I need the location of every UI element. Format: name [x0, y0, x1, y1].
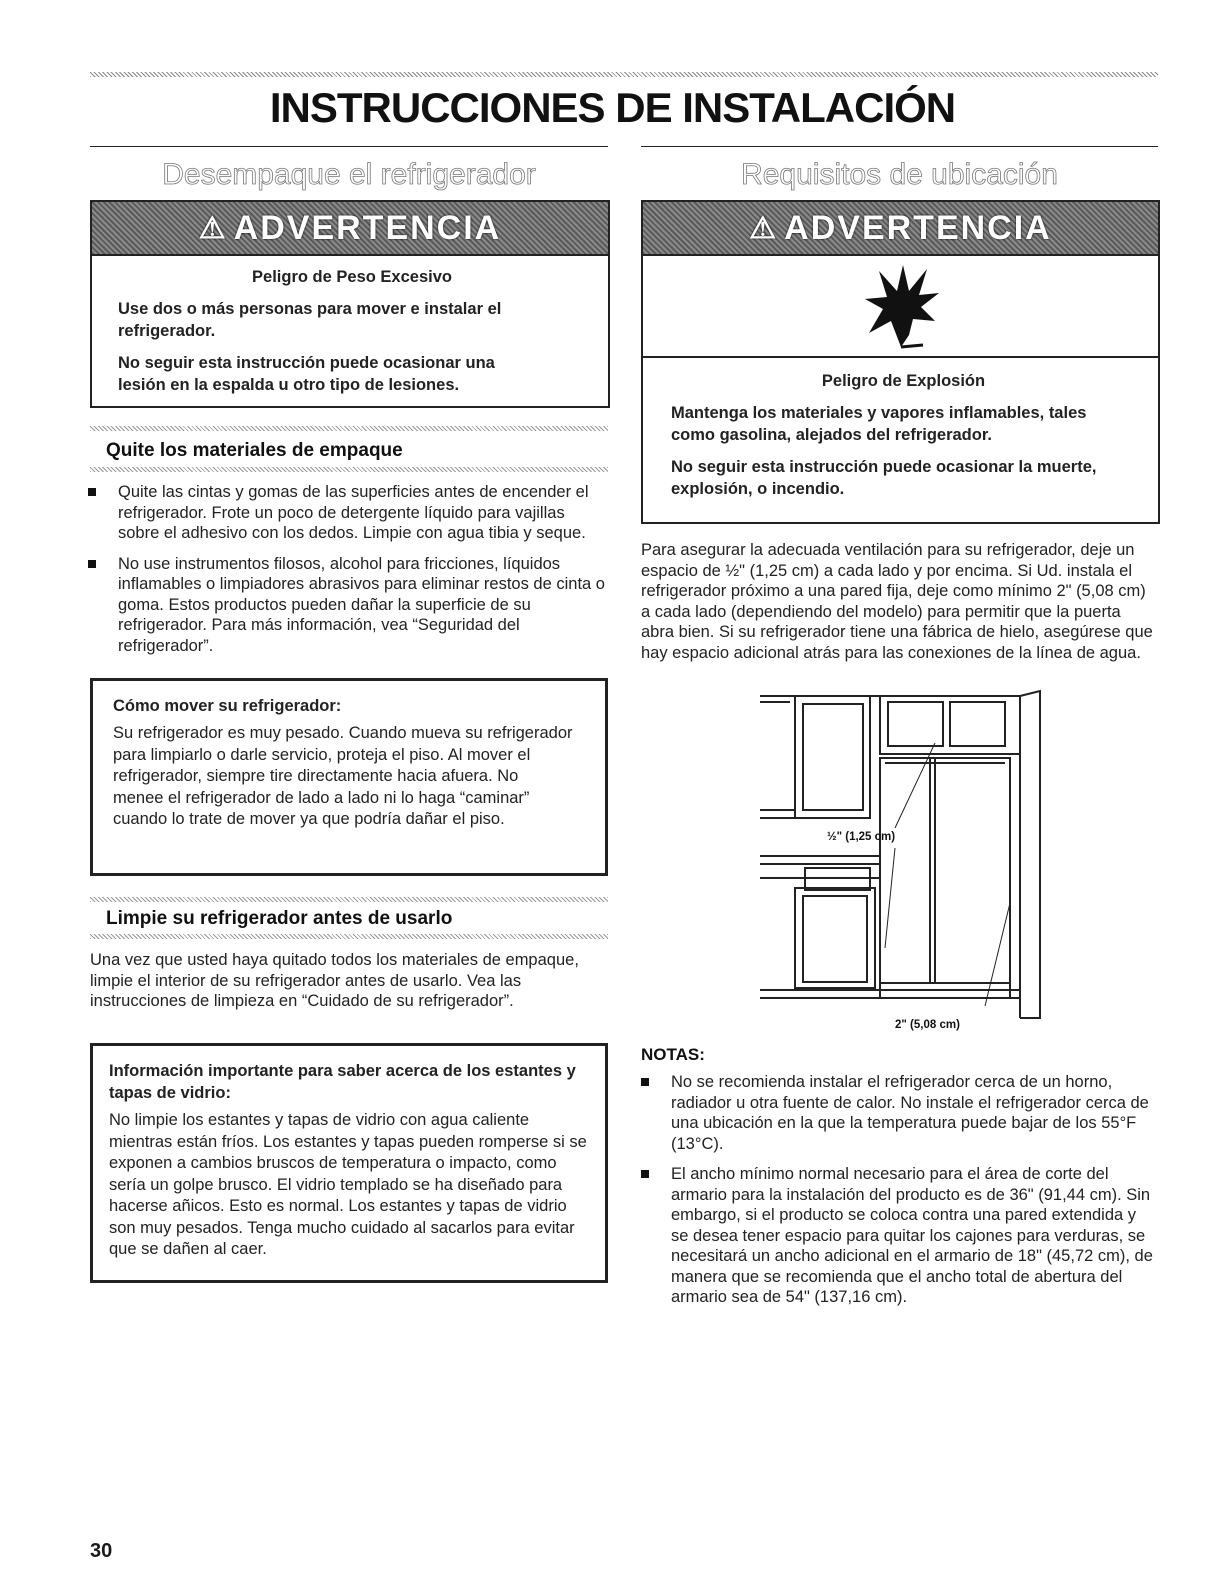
top-hatch-rule: [90, 72, 1158, 77]
warning-consequence: No seguir esta instrucción puede ocasionar la muerte, explosión, o incendio.: [671, 458, 1097, 498]
warning-instruction: Use dos o más personas para mover e instalar el refrigerador.: [118, 300, 502, 340]
warning-body: [92, 256, 608, 396]
warning-instruction: Mantenga los materiales y vapores inflamables, tales como gasolina, alejados del refrigerador.: [671, 404, 1087, 444]
notes-list: [641, 1072, 1158, 1318]
list-item: Quite las cintas y gomas de las superficies antes de encender el refrigerador. Frote un poco de detergente líquido para vajillas sobre el adhesivo con los dedos. Limpie con agua tibia y seque.: [88, 482, 608, 544]
left-column-rule: [90, 146, 608, 147]
explosion-icon-area: [643, 256, 1158, 358]
warning-banner: [92, 202, 608, 256]
cleaning-title: Limpie su refrigerador antes de usarlo: [106, 908, 453, 929]
installation-clearance-diagram: [755, 688, 1055, 1033]
right-column-rule: [641, 146, 1158, 147]
explosion-warning-box: [641, 200, 1160, 524]
list-item: El ancho mínimo normal necesario para el área de corte del armario para la instalación del producto es de 36" (91,44 cm). Sin embargo, si el producto se coloca contra una pared extendida y se desea tener espacio para quitar los cajones para verduras, se necesitará un ancho adicional en el armario de 18" (45,72 cm), de manera que se recomienda que el ancho total de abertura del armario sea de 54" (137,16 cm).: [641, 1164, 1158, 1308]
half-inch-clearance-label: ½" (1,25 cm): [827, 831, 896, 843]
page-number: 30: [90, 1540, 113, 1562]
ventilation-intro: Para asegurar la adecuada ventilación para su refrigerador, deje un espacio de ½" (1,25 cm) a cada lado y por encima. Si Ud. instala el refrigerador próximo a una pared fija, deje como mínimo 2" (5,08 cm) a cada lado (dependiendo del modelo) para permitir que la puerta abra bien. Si su refrigerador tiene una fábrica de hielo, asegúrese que hay espacio adicional atrás para las conexiones de la línea de agua.: [641, 541, 1153, 662]
glass-info-box: [90, 1043, 608, 1283]
two-inch-clearance-label: 2" (5,08 cm): [895, 1019, 960, 1031]
warning-triangle-icon: ⚠: [749, 211, 779, 245]
cleaning-text: Una vez que usted haya quitado todos los materiales de empaque, limpie el interior de su refrigerador antes de usarlo. Vea las instrucciones de limpieza en “Cuidado de su refrigerador”.: [90, 951, 579, 1010]
notes-title: NOTAS:: [641, 1045, 705, 1064]
hatch-rule: [90, 897, 608, 902]
list-item: No use instrumentos filosos, alcohol para fricciones, líquidos inflamables o limpiadores abrasivos para eliminar restos de cinta o goma. Estos productos pueden dañar la superficie de su refrigerador. Para más información, vea “Seguridad del refrigerador”.: [88, 554, 608, 657]
warning-body: [643, 358, 1158, 500]
left-section-title: Desempaque el refrigerador: [162, 158, 536, 191]
moving-box-text: Su refrigerador es muy pesado. Cuando mueva su refrigerador para limpiarlo o darle servicio, proteja el piso. Al mover el refrigerador, siempre tire directamente hacia afuera. No menee el refrigerador de lado a lado ni lo haga “caminar” cuando lo trate de mover ya que podría dañar el piso.: [113, 724, 573, 828]
warning-banner: [643, 202, 1158, 256]
right-section-title: Requisitos de ubicación: [741, 158, 1058, 191]
warning-title: Peligro de Peso Excesivo: [252, 268, 452, 286]
hatch-rule: [90, 934, 608, 939]
glass-box-text: No limpie los estantes y tapas de vidrio con agua caliente mientras están fríos. Los estantes y tapas pueden romperse si se exponen a cambios bruscos de temperatura o impacto, como sería un golpe brusco. El vidrio templado se ha diseñado para hacerse añicos. Esto es normal. Los estantes y tapas de vidrio son muy pesados. Tenga mucho cuidado al sacarlos para evitar que se dañen al caer.: [109, 1111, 587, 1258]
moving-box-title: Cómo mover su refrigerador:: [113, 697, 342, 715]
page-title: INSTRUCCIONES DE INSTALACIÓN: [269, 84, 956, 131]
warning-consequence: No seguir esta instrucción puede ocasionar una lesión en la espalda u otro tipo de lesiones.: [118, 354, 495, 394]
warning-banner-label: ADVERTENCIA: [233, 208, 502, 247]
moving-info-box: [90, 678, 608, 876]
explosion-icon: [861, 263, 941, 349]
hatch-rule: [90, 426, 608, 431]
weight-warning-box: [90, 200, 610, 408]
glass-box-title: Información importante para saber acerca de los estantes y tapas de vidrio:: [109, 1062, 576, 1102]
hatch-rule: [90, 467, 608, 472]
warning-banner-label: ADVERTENCIA: [784, 208, 1052, 247]
warning-title: Peligro de Explosión: [821, 372, 986, 390]
packaging-list: [88, 482, 608, 666]
packaging-title: Quite los materiales de empaque: [106, 440, 403, 461]
warning-triangle-icon: ⚠: [198, 211, 228, 245]
list-item: No se recomienda instalar el refrigerador cerca de un horno, radiador u otra fuente de calor. No instale el refrigerador cerca de una ubicación en la que la temperatura puede bajar de los 55°F (13°C).: [641, 1072, 1158, 1154]
